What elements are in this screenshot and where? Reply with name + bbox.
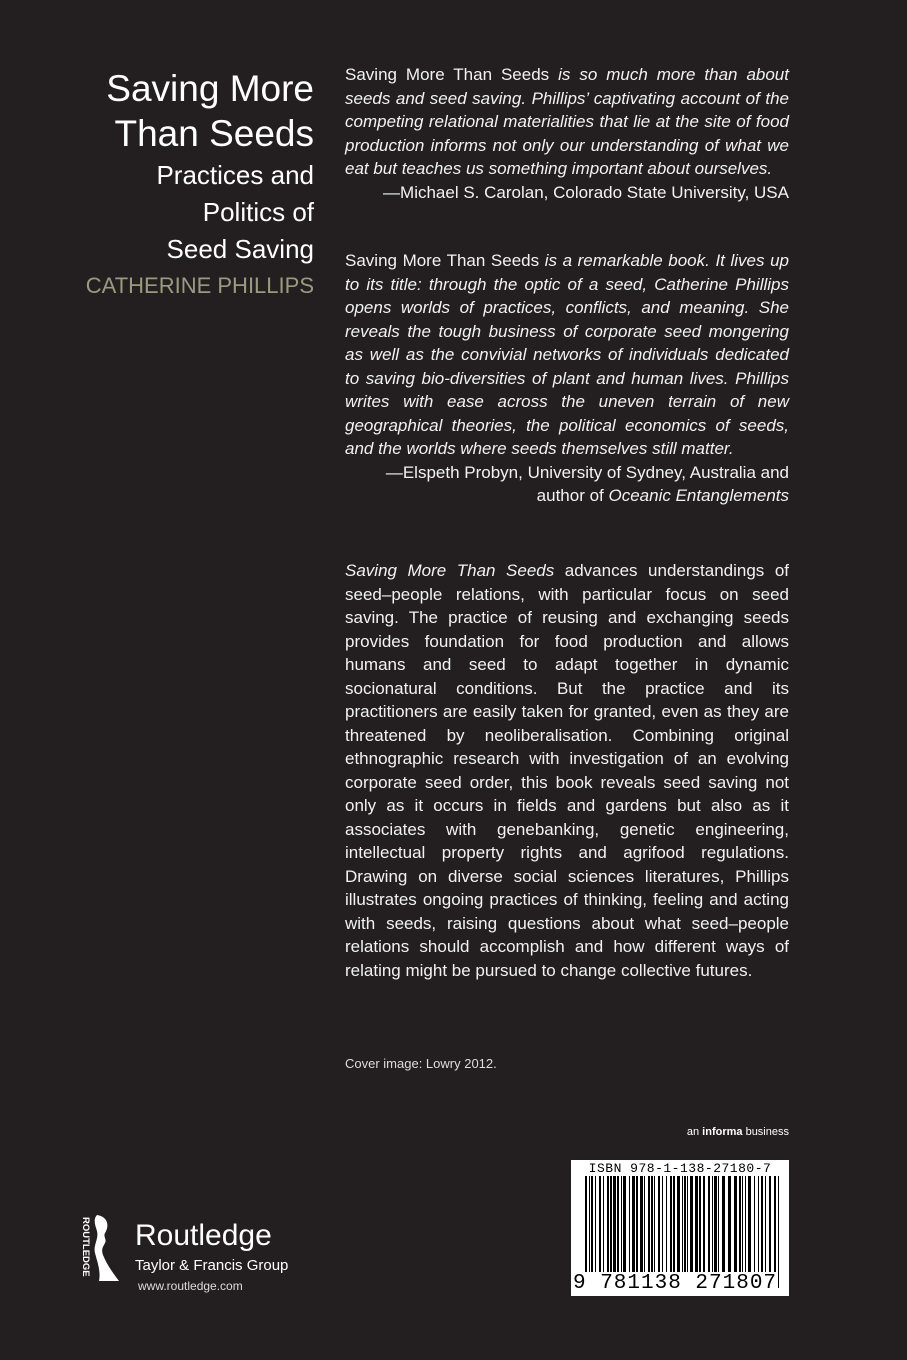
publisher-url[interactable]: www.routledge.com [138,1279,243,1293]
book-title-ref: Saving More Than Seeds [345,251,540,270]
subtitle-line: Practices and [156,160,314,190]
informa-suffix: business [742,1126,789,1138]
endorsement-text: is a remarkable book. It lives up to its title: through the optic of a seed, Catherine Phillips opens worlds of practices, conflicts, and meaning. She reveals the tough business of corporate seed mongering as well as the convivial networks of individuals dedicated to saving bio-diversities of plant and human lives. Phillips writes with ease across the uneven terrain of new geographical theories, the political economics of seeds, and the worlds where seeds themselves still matter. [345,251,789,458]
informa-tagline [687,1126,789,1138]
book-title-line: Saving More [106,68,314,109]
barcode-digits [573,1272,789,1296]
endorsement [345,63,789,204]
endorsement-text: is so much more than about seeds and seed saving. Phillips’ captivating account of the competing relational materialities that lie at the site of food production informs not only our understanding of what we eat but teaches us something important about ourselves. [345,65,789,178]
cover-credit: Cover image: Lowry 2012. [345,1056,497,1071]
endorsement-attribution [345,461,789,508]
endorsement-attribution: —Michael S. Carolan, Colorado State University, USA [383,182,789,202]
book-title-ref: Saving More Than Seeds [345,65,550,84]
publisher-name: Routledge [135,1219,272,1252]
informa-prefix: an [686,1126,703,1138]
informa-brand: informa [702,1126,743,1138]
attribution-text: —Elspeth Probyn, University of Sydney, Australia and author of [385,462,789,505]
subtitle-line: Politics of [202,197,314,227]
book-description [345,559,789,982]
book-title-line: Than Seeds [114,113,314,154]
title-block [86,66,314,301]
logo-vertical-text: ROUTLEDGE [80,1217,91,1277]
author-name: CATHERINE PHILLIPS [85,273,314,298]
barcode-number: 9 781138 271807 [573,1272,778,1295]
book-title-ref: Saving More Than Seeds [345,561,555,580]
endorsement [345,249,789,508]
subtitle-line: Seed Saving [166,234,314,264]
attribution-work: Oceanic Entanglements [608,486,789,505]
publisher-group: Taylor & Francis Group [135,1257,289,1274]
description-text: advances understandings of seed–people relations, with particular focus on seed saving. The practice of reusing and exchanging seeds provides foundation for food production and allows humans and seed to adapt together in dynamic socionatural conditions. But the practice and its practitioners are easily taken for granted, even as they are threatened by neoliberalisation. Combining original ethnographic research with investigation of an evolving corporate seed order, this book reveals seed saving not only as it occurs in fields and gardens but also as it associates with genebanking, genetic engineering, intellectual property rights and agrifood regulations. Drawing on diverse social sciences literatures, Phillips illustrates ongoing practices of thinking, feeling and acting with seeds, raising questions about what seed–people relations should accomplish and how different ways of relating might be pursued to change collective futures. [345,561,789,980]
isbn-label: ISBN 978-1-138-27180-7 [588,1161,772,1176]
isbn-barcode [571,1160,789,1296]
